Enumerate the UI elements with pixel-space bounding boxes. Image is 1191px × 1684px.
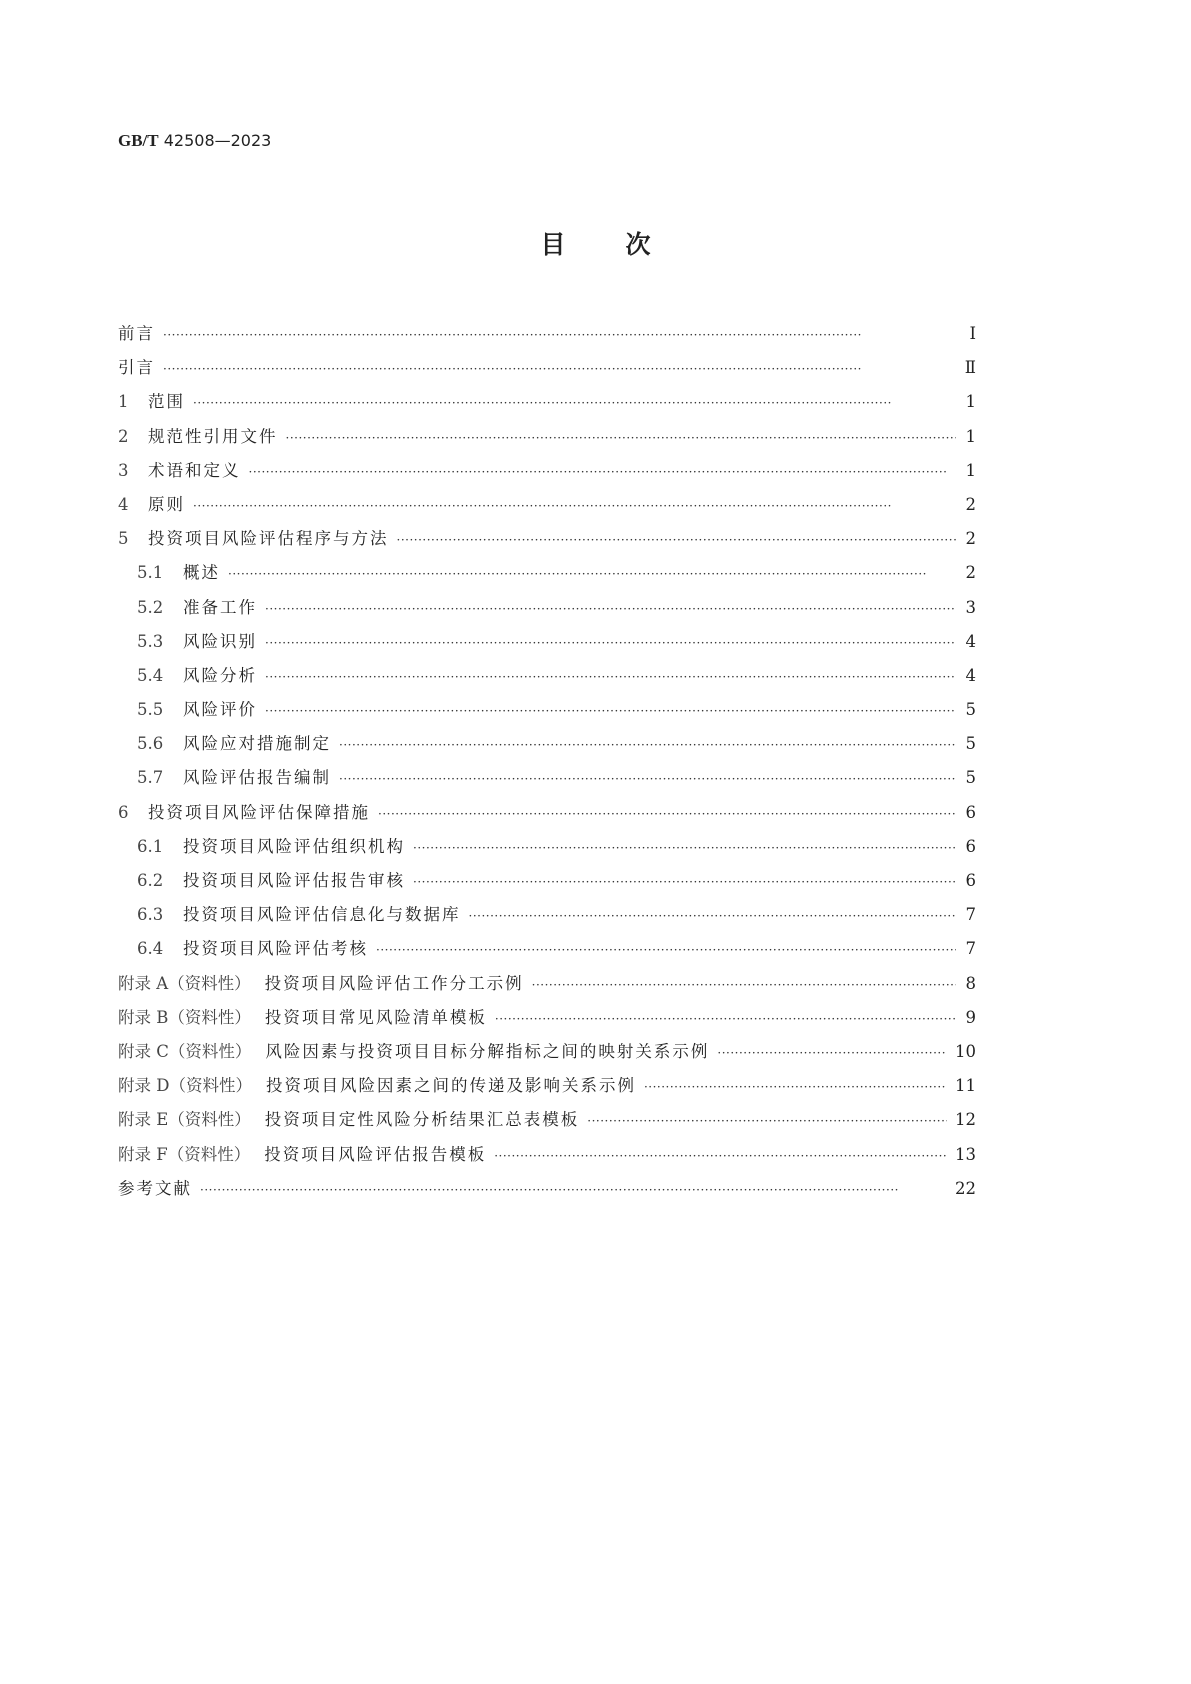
toc-entry-page: 5 (965, 768, 976, 788)
toc-entry-number: 5.1 (137, 563, 164, 583)
toc-entry-number: 3 (118, 460, 129, 480)
toc-entry-page: 6 (965, 836, 976, 856)
toc-entry-page: 6 (965, 871, 976, 890)
toc-entry-page: Ⅱ (964, 358, 976, 378)
dot-leader (228, 557, 956, 591)
toc-entry-title: 投资项目常见风险清单模板 (264, 1007, 487, 1027)
dot-leader (286, 421, 957, 455)
toc-entry-title: 参考文献 (118, 1178, 192, 1198)
toc-entry[interactable] (118, 522, 976, 556)
toc-entry-number: 5.6 (137, 734, 164, 754)
standard-id: 42508—2023 (163, 131, 272, 150)
toc-entry-number: 6.3 (137, 905, 164, 925)
toc-entry[interactable] (118, 351, 976, 385)
toc-entry-page: 7 (965, 905, 976, 925)
toc-entry-number: 附录 F（资料性） (118, 1144, 251, 1164)
toc-entry-title: 风险应对措施制定 (183, 734, 331, 754)
toc-entry-title: 前言 (118, 324, 155, 343)
toc-entry-number: 5.7 (137, 768, 164, 788)
dot-leader (249, 455, 957, 489)
toc-entry[interactable] (118, 1138, 976, 1172)
toc-entry-page: 11 (955, 1076, 976, 1096)
toc-entry[interactable] (118, 488, 976, 522)
toc-entry-page: 3 (965, 597, 976, 617)
toc-entry-number: 附录 B（资料性） (118, 1007, 251, 1027)
dot-leader (339, 728, 956, 762)
toc-entry-title: 投资项目定性风险分析结果汇总表模板 (264, 1110, 580, 1130)
dot-leader (163, 352, 956, 386)
dot-leader (200, 1173, 947, 1207)
dot-leader (717, 1036, 947, 1070)
toc-entry-number: 5.5 (137, 700, 164, 720)
toc-entry[interactable] (118, 1035, 976, 1069)
toc-entry[interactable] (118, 898, 976, 932)
toc-entry-title: 范围 (148, 392, 185, 412)
toc-entry-title: 术语和定义 (148, 460, 241, 480)
toc-entry-number: 5.2 (137, 597, 164, 617)
dot-leader (587, 1104, 947, 1138)
toc-entry-page: 4 (965, 631, 976, 651)
toc-entry-number: 4 (118, 494, 129, 514)
toc-entry-page: 1 (965, 392, 976, 412)
toc-entry-page: 1 (965, 460, 976, 480)
dot-leader (265, 694, 956, 728)
toc-entry-title: 投资项目风险评估考核 (183, 939, 368, 959)
dot-leader (193, 386, 956, 420)
toc-entry[interactable] (118, 1103, 976, 1137)
toc-entry[interactable] (118, 864, 976, 898)
toc-entry-page: 7 (965, 939, 976, 959)
toc-entry-number: 6.2 (137, 871, 164, 890)
toc-entry-title: 投资项目风险评估报告审核 (183, 871, 405, 890)
standard-code: GB/T (118, 131, 159, 150)
toc-entry-title: 风险因素与投资项目目标分解指标之间的映射关系示例 (265, 1041, 710, 1061)
toc-entry[interactable] (118, 967, 976, 1001)
toc-entry-title: 风险评价 (183, 700, 257, 720)
toc-entry-page: 2 (965, 494, 976, 514)
toc-entry-page: 6 (965, 802, 976, 822)
toc-entry[interactable] (118, 727, 976, 761)
dot-leader (644, 1070, 947, 1104)
toc-entry-title: 投资项目风险评估信息化与数据库 (183, 905, 461, 925)
dot-leader (265, 592, 956, 626)
toc-entry-title: 风险识别 (183, 631, 257, 651)
toc-entry-page: 1 (965, 426, 976, 446)
toc-entry[interactable] (118, 693, 976, 727)
dot-leader (413, 831, 956, 865)
toc-entry-title: 投资项目风险评估报告模板 (264, 1144, 487, 1164)
toc-entry[interactable] (118, 761, 976, 795)
toc-entry-page: 13 (955, 1144, 976, 1164)
toc-entry-title: 规范性引用文件 (148, 426, 278, 446)
toc-entry-number: 附录 E（资料性） (118, 1110, 251, 1130)
toc-entry-page: 8 (965, 973, 976, 993)
toc-entry[interactable] (118, 454, 976, 488)
toc-entry-page: 5 (965, 734, 976, 754)
dot-leader (494, 1139, 947, 1173)
toc-entry-title: 投资项目风险评估保障措施 (148, 802, 370, 822)
dot-leader (397, 523, 957, 557)
toc-entry-title: 准备工作 (183, 597, 257, 617)
toc-entry-title: 投资项目风险评估组织机构 (183, 836, 405, 856)
toc-entry-title: 风险分析 (183, 665, 257, 685)
toc-entry[interactable] (118, 1001, 976, 1035)
toc-entry-title: 投资项目风险评估工作分工示例 (264, 973, 524, 993)
toc-entry[interactable] (118, 625, 976, 659)
toc-entry-number: 附录 A（资料性） (118, 973, 251, 993)
toc-entry-title: 投资项目风险评估程序与方法 (148, 529, 389, 549)
toc-entry[interactable] (118, 932, 976, 966)
toc-entry-number: 附录 C（资料性） (118, 1041, 252, 1061)
dot-leader (265, 626, 956, 660)
toc-entry-title: 原则 (148, 494, 185, 514)
dot-leader (495, 1002, 956, 1036)
dot-leader (265, 660, 956, 694)
dot-leader (163, 318, 956, 352)
toc-entry-number: 6 (118, 802, 129, 822)
toc-entry-page: Ⅰ (969, 324, 976, 343)
toc-entry-number: 5 (118, 529, 129, 549)
toc-entry[interactable] (118, 1172, 976, 1206)
toc-entry-page: 12 (955, 1110, 976, 1130)
toc-entry[interactable] (118, 591, 976, 625)
toc-entry[interactable] (118, 385, 976, 419)
toc-entry[interactable] (118, 830, 976, 864)
toc-entry-number: 附录 D（资料性） (118, 1076, 252, 1096)
dot-leader (193, 489, 956, 523)
dot-leader (469, 899, 957, 933)
dot-leader (376, 933, 956, 967)
page-title: 目次 (540, 230, 711, 259)
dot-leader (339, 762, 956, 796)
toc-entry[interactable] (118, 1069, 976, 1103)
dot-leader (378, 797, 956, 831)
toc-entry[interactable] (118, 796, 976, 830)
toc-entry-number: 5.4 (137, 665, 164, 685)
dot-leader (532, 968, 956, 1002)
toc-entry-title: 概述 (183, 563, 220, 583)
toc-entry-number: 6.4 (137, 939, 164, 959)
toc-entry-number: 2 (118, 426, 129, 446)
toc-entry-page: 22 (955, 1178, 976, 1198)
toc-entry-page: 10 (955, 1041, 976, 1061)
toc-entry[interactable] (118, 420, 976, 454)
table-of-contents (118, 317, 976, 1206)
toc-entry[interactable] (118, 659, 976, 693)
toc-entry-title: 引言 (118, 358, 155, 378)
toc-entry-number: 1 (118, 392, 129, 412)
toc-entry-page: 2 (965, 529, 976, 549)
toc-entry[interactable] (118, 556, 976, 590)
dot-leader (413, 865, 956, 899)
toc-entry-page: 9 (965, 1007, 976, 1027)
toc-entry-page: 5 (965, 700, 976, 720)
toc-entry[interactable] (118, 317, 976, 351)
standard-number (118, 131, 271, 151)
toc-entry-number: 6.1 (137, 836, 164, 856)
toc-entry-page: 2 (965, 563, 976, 583)
toc-entry-title: 投资项目风险因素之间的传递及影响关系示例 (265, 1076, 636, 1096)
toc-entry-page: 4 (965, 665, 976, 685)
toc-entry-title: 风险评估报告编制 (183, 768, 331, 788)
toc-entry-number: 5.3 (137, 631, 164, 651)
